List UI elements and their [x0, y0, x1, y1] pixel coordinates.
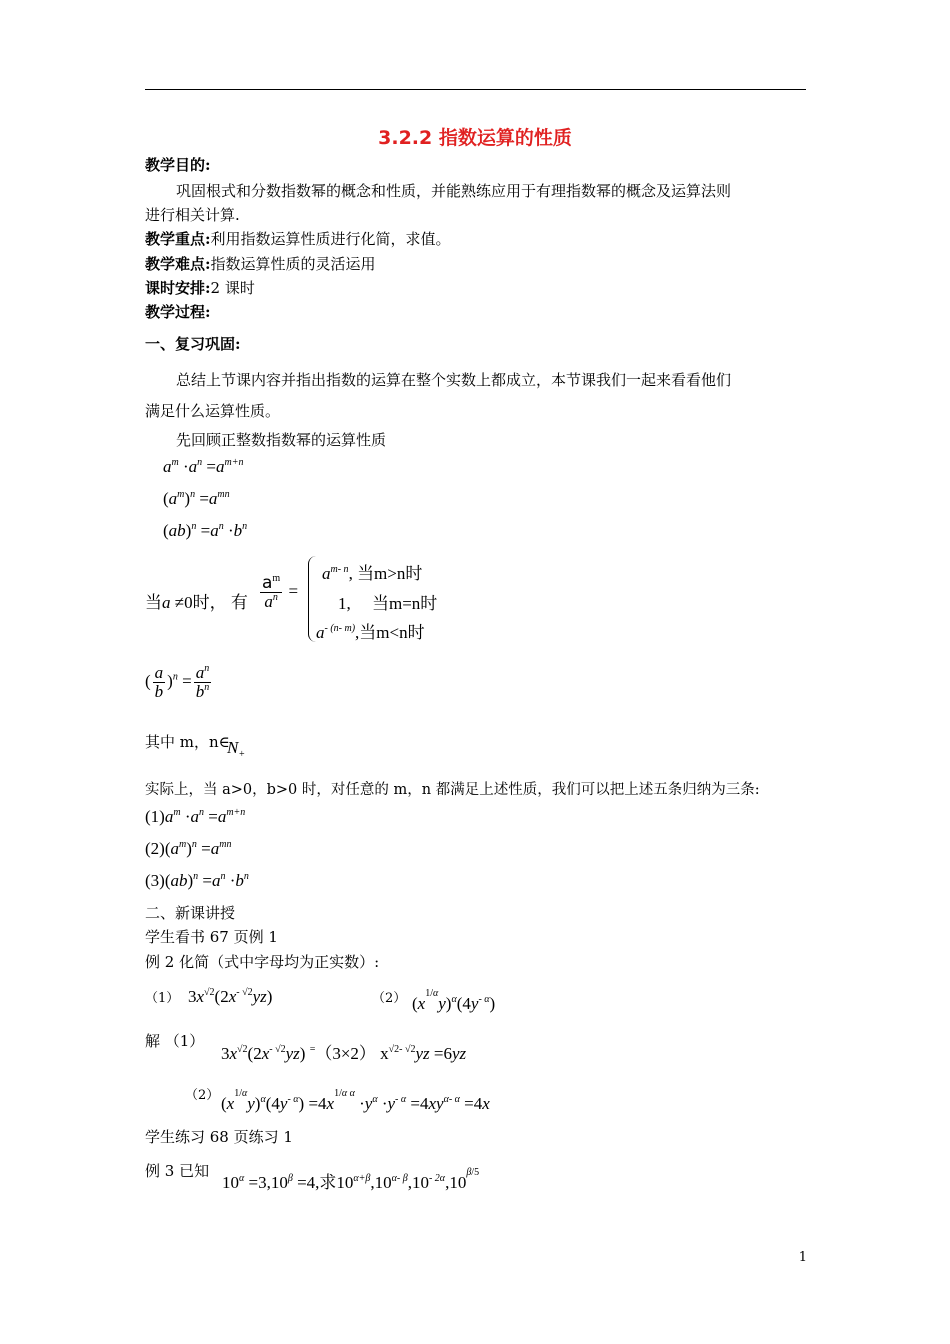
case-3-cond: 当m<n时 [359, 623, 425, 642]
page-title: 3.2.2 指数运算的性质 [378, 127, 572, 149]
solution-2-label: （2） [185, 1088, 220, 1103]
formula-product-power: $(ab)^n =a^n \cdot b^n$ [163, 521, 248, 540]
summary-1: $(1)a^m \cdot a^n =a^{m+n}$ [145, 807, 246, 826]
diff-label: 教学难点: [145, 255, 211, 273]
goal-text-1: 巩固根式和分数指数幂的概念和性质，并能熟练应用于有理指数幂的概念及运算法则 [176, 182, 732, 200]
case-1: $a^{m- n}$, 当m>n时 [322, 564, 423, 583]
natural-set: $N_+$ [227, 738, 246, 760]
diff-text: 指数运算性质的灵活运用 [210, 255, 376, 273]
when-text: 当 [145, 593, 162, 612]
exercise-text: 学生练习 68 页练习 1 [145, 1128, 293, 1146]
difficulty-line [145, 253, 376, 274]
actually-text: 实际上，当 a>0，b>0 时，对任意的 m，n 都满足上述性质，我们可以把上述五条归纳为三条: [145, 782, 760, 798]
case-3: $a^{- (n- m)}$,当m<n时 [316, 623, 425, 642]
ex2-part-2-label: （2） [372, 991, 407, 1006]
section-new: 二、新课讲授 [145, 904, 236, 922]
summary-2: $(2)(a^m)^n =a^{mn}$ [145, 839, 232, 858]
key-label: 教学重点: [145, 230, 211, 248]
header-rule [145, 89, 806, 90]
where-mn [145, 731, 230, 752]
time-text: 2 课时 [210, 279, 255, 297]
page-number: 1 [798, 1250, 807, 1265]
goal-text-2: 进行相关计算. [145, 206, 240, 224]
book-example: 学生看书 67 页例 1 [145, 928, 278, 946]
has-text: 有 [230, 593, 248, 612]
key-point-line [145, 228, 451, 249]
section-review: 一、复习巩固: [145, 335, 241, 353]
key-text: 利用指数运算性质进行化简，求值。 [210, 230, 451, 248]
example-3-label: 例 3 已知 [145, 1162, 210, 1180]
solution-label: 解 （1） [145, 1032, 205, 1050]
quotient-fraction: $\frac{a^m}{a^n}$ = [262, 573, 299, 611]
example-2: 例 2 化简（式中字母均为正实数）: [145, 953, 380, 971]
where-mn-text: 其中 m，n∈ [145, 733, 230, 751]
case-1-cond: 当m>n时 [357, 564, 423, 583]
example-3-expr: $10^\alpha =3,10^\beta =4$,求$10^{\alpha+\beta},10^{\alpha- \beta},10^{- 2\alpha},10^{\beta/5}$ [222, 1167, 480, 1192]
case-2: 1, 当m=n时 [338, 594, 438, 613]
case-2-cond: 当m=n时 [372, 594, 438, 613]
process-label: 教学过程: [145, 303, 211, 321]
ex2-part-1-expr: $3x^{√2}(2x^{- √2}yz)$ [188, 987, 273, 1006]
time-label: 课时安排: [145, 279, 211, 297]
goal-label: 教学目的: [145, 156, 211, 174]
ex2-part-2-expr: $(x^{1/\alpha}y)^\alpha(4y^{- \alpha})$ [412, 988, 496, 1013]
time-line [145, 277, 255, 298]
solution-2-expr: $(x^{1/\alpha}y)^\alpha(4y^{- \alpha}) =4x^{1/\alpha \alpha} \cdot y^\alpha \cdot y^{- \alpha} =4xy^{\alpha- \alpha} =4x$ [221, 1088, 490, 1113]
formula-quotient-power: ( $\frac{a}{b}$ )$^n$ = $\frac{a^n}{b^n}$ [145, 663, 210, 701]
review-text-2: 满足什么运算性质。 [145, 402, 281, 420]
formula-power: $(a^m)^n =a^{mn}$ [163, 489, 230, 508]
formula-product: $a^m \cdot a^n =a^{m+n}$ [163, 457, 244, 476]
recall-text: 先回顾正整数指数幂的运算性质 [176, 431, 387, 449]
summary-3: $(3)(ab)^n =a^n \cdot b^n$ [145, 871, 249, 890]
ex2-part-1-label: （1） [145, 991, 180, 1006]
solution-1-expr: $3x^{√2}(2x^{- √2}yz)$ =（3×2） $x^{√2- √2}yz =6yz$ [221, 1044, 467, 1063]
review-text-1: 总结上节课内容并指出指数的运算在整个实数上都成立，本节课我们一起来看看他们 [176, 371, 732, 389]
quotient-intro: 当a ≠0时， 有 [145, 593, 248, 612]
